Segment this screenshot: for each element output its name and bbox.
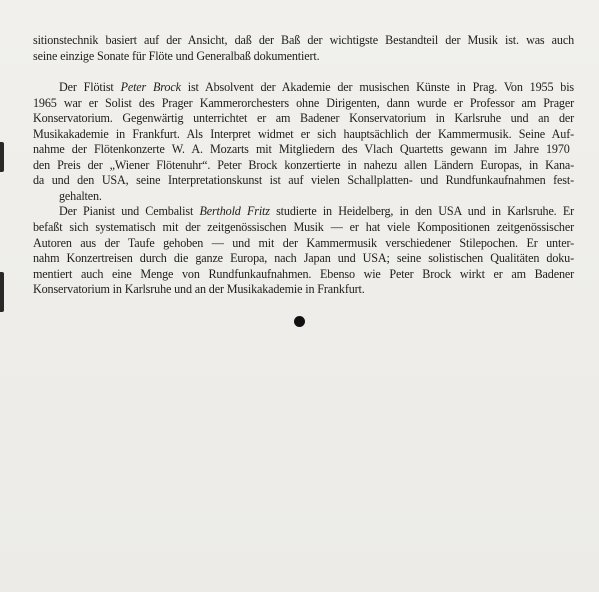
text-line: Konservatorium. Gegenwärtig unterrichtet er am Badener Konservatorium in Karlsruhe und an der xyxy=(33,111,574,126)
performer-name: Peter Brock xyxy=(120,80,181,95)
text-line xyxy=(33,80,574,96)
text-line: nahm Konzertreisen durch die ganze Europa, nach Japan und USA; seine solistischen Qualitäten doku- xyxy=(33,251,574,266)
text-line: Musikakademie in Frankfurt. Als Interpret widmet er sich hauptsächlich der Kammermusik. Seine Auf- xyxy=(33,126,574,141)
text-line: den Preis der „Wiener Flötenuhr“. Peter Brock konzertierte in nahezu allen Ländern Europas, in Kana- xyxy=(33,157,574,172)
left-edge-mark-top xyxy=(0,142,4,172)
text-line: Autoren aus der Taufe gehoben — und mit der Kammermusik verschiedener Stilepochen. Er unter- xyxy=(33,235,574,250)
paragraph-intro xyxy=(33,33,574,64)
paragraph-berthold-fritz xyxy=(33,204,574,297)
text-fragment: Der Pianist und Cembalist xyxy=(59,204,200,219)
text-fragment: ist Absolvent der Akademie der musischen Künste in Prag. Von 1955 bis xyxy=(180,80,574,95)
paragraph-gap xyxy=(33,64,574,80)
paragraph-peter-brock xyxy=(33,80,574,204)
left-edge-mark-bottom xyxy=(0,272,4,312)
text-line xyxy=(33,204,574,220)
text-line: Konservatorium in Karlsruhe und an der Musikakademie in Frankfurt. xyxy=(33,282,365,297)
body-text xyxy=(33,33,574,298)
text-line: 1965 war er Solist des Prager Kammerorchesters ohne Dirigenten, dann wurde er Professor am Prager xyxy=(33,95,574,110)
performer-name: Berthold Fritz xyxy=(199,204,270,219)
text-fragment: studierte in Heidelberg, in den USA und in Karlsruhe. Er xyxy=(269,204,574,219)
center-hole-dot xyxy=(294,316,305,327)
text-line: gehalten. xyxy=(59,188,102,203)
text-line: befaßt sich systematisch mit der zeitgenössischen Musik — er hat viele Kompositionen zeitgenössischer xyxy=(33,220,574,235)
text-line: sitionstechnik basiert auf der Ansicht, daß der Baß der wichtigste Bestandteil der Musik ist. was auch xyxy=(33,33,574,47)
text-line: nahme der Flötenkonzerte W. A. Mozarts mit Mitgliedern des Vlach Quartetts gewann im Jahre 1970 xyxy=(33,142,570,157)
text-line: mentiert auch eine Menge von Rundfunkaufnahmen. Ebenso wie Peter Brock wirkt er am Badener xyxy=(33,266,574,281)
text-line: da und den USA, seine Interpretationskunst ist auf vielen Schallplatten- und Rundfunkaufnahmen fest- xyxy=(33,173,574,188)
text-line: seine einzige Sonate für Flöte und Generalbaß dokumentiert. xyxy=(33,48,320,63)
text-fragment: Der Flötist xyxy=(59,80,121,95)
